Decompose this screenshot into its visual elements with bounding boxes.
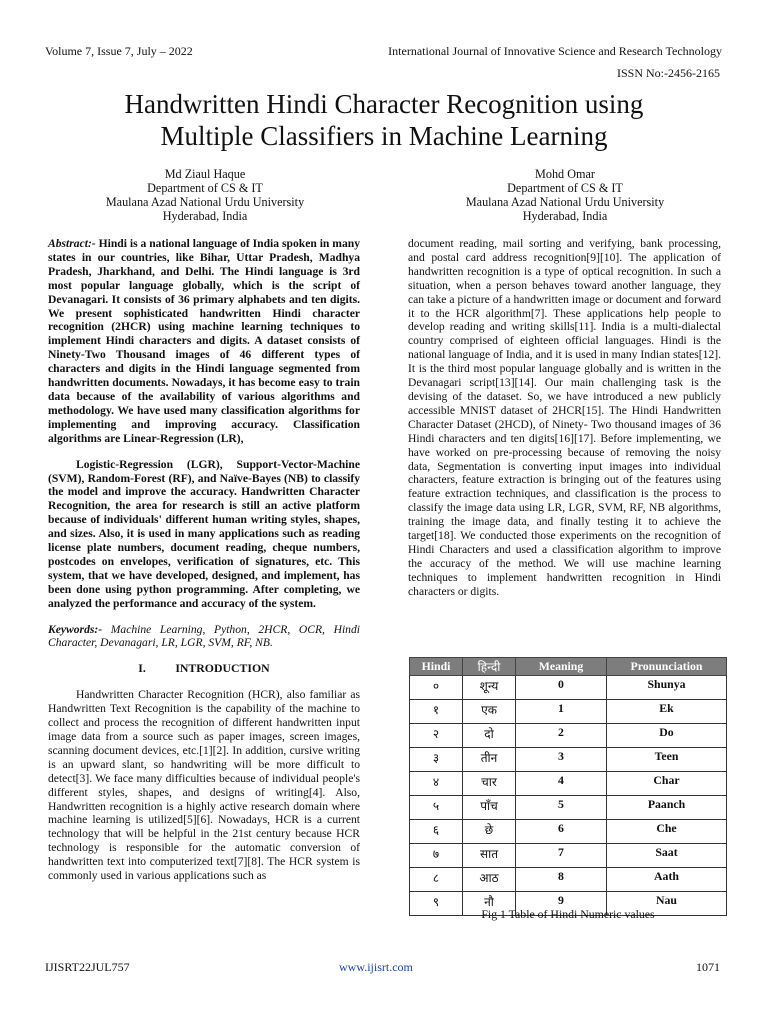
cell-meaning: 9 <box>516 892 607 916</box>
cell-pronunciation: Paanch <box>607 796 727 820</box>
table-row <box>410 820 727 844</box>
journal-url-link[interactable]: www.ijisrt.com <box>339 960 413 974</box>
cell-pronunciation: Saat <box>607 844 727 868</box>
header-pronunciation: Pronunciation <box>607 658 727 676</box>
cell-hindi-numeral: ९ <box>410 892 463 916</box>
cell-pronunciation: Nau <box>607 892 727 916</box>
title-line-1: Handwritten Hindi Character Recognition using <box>124 89 644 119</box>
abstract-label: Abstract:- <box>48 237 96 250</box>
table-row <box>410 676 727 700</box>
header-meaning: Meaning <box>516 658 607 676</box>
author-univ: Maulana Azad National Urdu University <box>465 195 665 209</box>
cell-meaning: 0 <box>516 676 607 700</box>
cell-hindi-word: दो <box>463 724 516 748</box>
cell-hindi-word: तीन <box>463 748 516 772</box>
abstract-paragraph-2: Logistic-Regression (LGR), Support-Vector-Machine (SVM), Random-Forest (RF), and Naïve-Bayes (NB) to classify the model and improve the accuracy. Handwritten Character Recognition, the area for research is still an active platform because of individuals' different human writing styles, shapes, and sizes. Also, it is used in many applications such as reading license plate numbers, document reading, cheque numbers, postcodes on envelopes, verification of signatures, etc. This system, that we have developed, designed, and implement, has been done using python programming. After completing, we analyzed the performance and accuracy of the system. <box>48 457 360 610</box>
author-name: Mohd Omar <box>535 167 595 181</box>
table-header-row <box>410 658 727 676</box>
cell-hindi-numeral: २ <box>410 724 463 748</box>
author-univ: Maulana Azad National Urdu University <box>105 195 305 209</box>
paper-title <box>40 88 728 152</box>
cell-hindi-numeral: ४ <box>410 772 463 796</box>
intro-paragraph-left: Handwritten Character Recognition (HCR), also familiar as Handwritten Text Recognition is the capability of the machine to collect and process the recognition of different handwritten input image data from a source such as paper images, screen images, scanning document devices, etc.[1][2]. In addition, cursive writing is an upward slant, so handwriting will be more difficult to detect[3]. We face many difficulties because of individual people's different styles, shapes, and designs of writing[4]. Also, Handwritten recognition is a highly active research domain where machine learning is utilized[5][6]. Nowadays, HCR is a current technology that will be helpful in the 21st century because HCR technology is responsible for the automatic conversion of handwritten text into computerized text[7][8]. The HCR system is commonly used in various applications such as <box>48 688 360 883</box>
cell-pronunciation: Aath <box>607 868 727 892</box>
header-hindi-devanagari: हिन्दी <box>463 658 516 676</box>
issn: ISSN No:-2456-2165 <box>616 66 720 80</box>
keywords-label: Keywords:- <box>48 622 103 636</box>
table-row <box>410 868 727 892</box>
cell-meaning: 6 <box>516 820 607 844</box>
left-column <box>48 237 360 883</box>
cell-hindi-word: एक <box>463 700 516 724</box>
volume-info: Volume 7, Issue 7, July – 2022 <box>45 44 193 58</box>
table-row <box>410 700 727 724</box>
table-row <box>410 844 727 868</box>
cell-hindi-numeral: ० <box>410 676 463 700</box>
cell-hindi-word: चार <box>463 772 516 796</box>
author-dept: Department of CS & IT <box>147 181 263 195</box>
author-city: Hyderabad, India <box>522 209 608 223</box>
cell-meaning: 1 <box>516 700 607 724</box>
right-column <box>408 237 721 599</box>
cell-hindi-numeral: १ <box>410 700 463 724</box>
cell-meaning: 4 <box>516 772 607 796</box>
cell-meaning: 7 <box>516 844 607 868</box>
cell-hindi-numeral: ७ <box>410 844 463 868</box>
title-line-2: Multiple Classifiers in Machine Learning <box>160 121 608 151</box>
cell-pronunciation: Shunya <box>607 676 727 700</box>
cell-hindi-numeral: ६ <box>410 820 463 844</box>
page-number: 1071 <box>696 960 720 974</box>
table-row <box>410 796 727 820</box>
cell-pronunciation: Do <box>607 724 727 748</box>
cell-pronunciation: Ek <box>607 700 727 724</box>
paper-id: IJISRT22JUL757 <box>45 960 130 974</box>
table-caption: Fig 1 Table of Hindi Numeric values <box>481 907 655 921</box>
cell-pronunciation: Che <box>607 820 727 844</box>
cell-hindi-word: आठ <box>463 868 516 892</box>
author-city: Hyderabad, India <box>162 209 248 223</box>
abstract-paragraph-1 <box>48 237 360 446</box>
cell-hindi-numeral: ५ <box>410 796 463 820</box>
cell-meaning: 3 <box>516 748 607 772</box>
cell-hindi-word: शून्य <box>463 676 516 700</box>
author-dept: Department of CS & IT <box>507 181 623 195</box>
keywords <box>48 623 360 651</box>
cell-hindi-word: पाँच <box>463 796 516 820</box>
cell-meaning: 2 <box>516 724 607 748</box>
table-row <box>410 724 727 748</box>
journal-name: International Journal of Innovative Science and Research Technology <box>388 44 722 58</box>
cell-hindi-word: नौ <box>463 892 516 916</box>
keywords-text: Machine Learning, Python, 2HCR, OCR, Hindi Character, Devanagari, LR, LGR, SVM, RF, NB. <box>48 622 360 650</box>
cell-pronunciation: Teen <box>607 748 727 772</box>
author-block-2 <box>400 167 730 223</box>
table-row <box>410 748 727 772</box>
cell-meaning: 5 <box>516 796 607 820</box>
intro-paragraph-right: document reading, mail sorting and verifying, bank processing, and postal card address recognition[9][10]. The application of handwritten recognition is a type of optical recognition. In such a situation, when a person behaves toward another language, they can take a picture of a handwritten image or document and forward it to the HCR algorithm[7]. These applications help people to develop reading and writing skills[11]. India is a multi-dialectal country comprised of eighteen official languages. Hindi is the national language of India, and it is used in many Indian states[12]. It is the third most popular language globally and is written in the Devanagari script[13][14]. Our main challenging task is the devising of the dataset. So, we have introduced a new publicly accessible MNIST dataset of 2HCR[15]. The Hindi Handwritten Character Dataset (2HCD), of Ninety- Two thousand images of 36 Hindi characters and ten digits[16][17]. Before implementing, we have worked on pre-processing because of removing the noisy data, Segmentation is converting input images into individual characters, feature extraction is bringing out of the features using feature extraction techniques, and classification is the process to classify the image data using LR, LGR, SVM, RF, NB algorithms, training the image data, and finally testing it to achieve the target[18]. We conducted those experiments on the recognition of Hindi Characters and used a classification algorithm to improve the accuracy of the method. We will use machine learning techniques to implement handwritten recognition in Hindi characters or digits. <box>408 237 721 598</box>
cell-hindi-word: सात <box>463 844 516 868</box>
hindi-numerals-table <box>409 657 727 916</box>
header-hindi: Hindi <box>410 658 463 676</box>
cell-hindi-word: छे <box>463 820 516 844</box>
cell-pronunciation: Char <box>607 772 727 796</box>
section-heading-introduction: I. INTRODUCTION <box>138 661 270 676</box>
abstract-text-1: Hindi is a national language of India spoken in many states in our countries, like Bihar, Uttar Pradesh, Madhya Pradesh, Jharkhand, and Delhi. The Hindi language is 3rd most popular language globally, which is the script of Devanagari. It consists of 36 primary alphabets and ten digits. We present sophisticated handwritten Hindi character recognition (2HCR) using machine learning techniques to implement Hindi characters and digits. A dataset consists of Ninety-Two Thousand images of 46 different types of characters and digits in the Hindi language segmented from handwritten documents. Nowadays, it has become easy to train data because of the availability of various algorithms and methodology. We have used many classification algorithms for implementing and improving accuracy. Classification algorithms are Linear-Regression (LR), <box>48 237 360 445</box>
cell-meaning: 8 <box>516 868 607 892</box>
cell-hindi-numeral: ३ <box>410 748 463 772</box>
cell-hindi-numeral: ८ <box>410 868 463 892</box>
author-block-1 <box>40 167 370 223</box>
table-row <box>410 772 727 796</box>
author-name: Md Ziaul Haque <box>164 167 246 181</box>
